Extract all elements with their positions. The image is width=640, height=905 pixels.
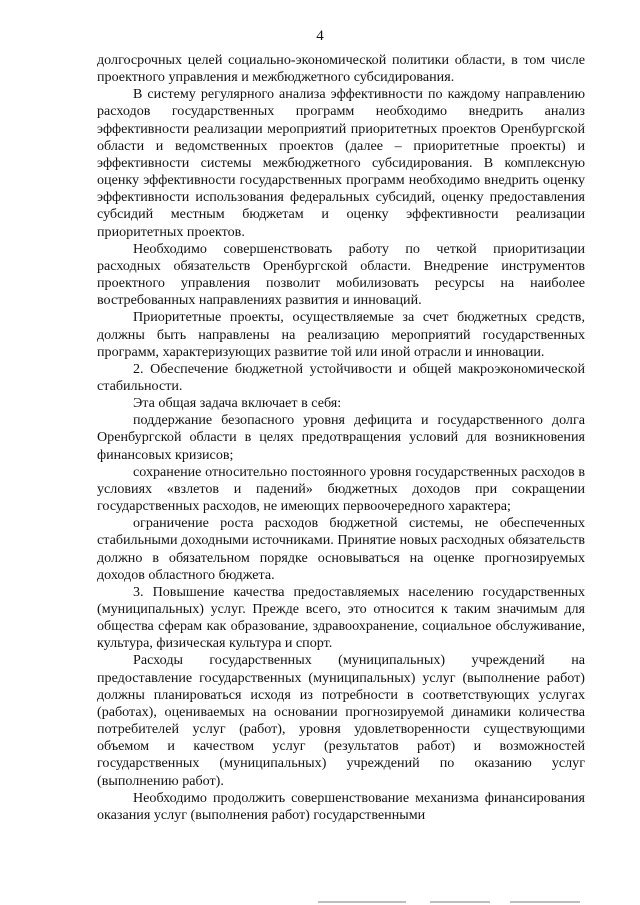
paragraph-9: ограничение роста расходов бюджетной системы, не обеспеченных стабильными доходными источниками. Принятие новых расходных обязательств должно в обязательном порядке основываться на оценке прогнозируемых доходов областного бюджета. bbox=[97, 515, 585, 583]
paragraph-11: Расходы государственных (муниципальных) учреждений на предоставление государственных (муниципальных) услуг (выполнение работ) должны планироваться исходя из потребности в соответствующих услугах (работах), оцениваемых на основании прогнозируемой динамики количества потребителей услуг (работ), уровня удовлетворенности существующими объемом и качеством услуг (результатов работ) и возможностей государственных (муниципальных) учреждений по оказанию услуг (выполнению работ). bbox=[97, 652, 585, 789]
paragraph-12: Необходимо продолжить совершенствование механизма финансирования оказания услуг (выполнения работ) государственными bbox=[97, 789, 585, 823]
paragraph-10: 3. Повышение качества предоставляемых населению государственных (муниципальных) услуг. Прежде всего, это относится к таким значимым для общества сферам как образование, здравоохранение, социальное обслуживание, культура, физическая культура и спорт. bbox=[97, 583, 585, 652]
scan-artifact bbox=[318, 901, 406, 903]
document-body bbox=[97, 52, 585, 824]
paragraph-6: Эта общая задача включает в себя: bbox=[133, 395, 342, 412]
paragraph-5: 2. Обеспечение бюджетной устойчивости и общей макроэкономической стабильности. bbox=[97, 360, 585, 394]
paragraph-8: сохранение относительно постоянного уровня государственных расходов в условиях «взлетов и падений» бюджетных доходов при сокращении государственных расходов, не имеющих первоочередного характера; bbox=[97, 463, 585, 515]
scan-artifact bbox=[430, 901, 490, 903]
scan-artifact bbox=[510, 901, 580, 903]
paragraph-2: В систему регулярного анализа эффективности по каждому направлению расходов государственных программ необходимо внедрить анализ эффективности реализации мероприятий приоритетных проектов Оренбургской области и ведомственных проектов (далее – приоритетные проекты) и эффективности системы межбюджетного субсидирования. В комплексную оценку эффективности государственных программ необходимо внедрить оценку эффективности использования федеральных субсидий, оценку предоставления субсидий местным бюджетам и оценку эффективности реализации приоритетных проектов. bbox=[97, 86, 585, 240]
paragraph-7: поддержание безопасного уровня дефицита и государственного долга Оренбургской области в целях предотвращения условий для возникновения финансовых кризисов; bbox=[97, 412, 585, 463]
paragraph-1: долгосрочных целей социально-экономической политики области, в том числе проектного управления и межбюджетного субсидирования. bbox=[97, 52, 585, 86]
paragraph-3: Необходимо совершенствовать работу по четкой приоритизации расходных обязательств Оренбургской области. Внедрение инструментов проектного управления позволит мобилизовать ресурсы на наиболее востребованных направлениях развития и инноваций. bbox=[97, 240, 585, 309]
page-number: 4 bbox=[316, 28, 324, 44]
paragraph-4: Приоритетные проекты, осуществляемые за счет бюджетных средств, должны быть направлены на реализацию мероприятий государственных программ, характеризующих развитие той или иной отрасли и инновации. bbox=[97, 309, 585, 360]
